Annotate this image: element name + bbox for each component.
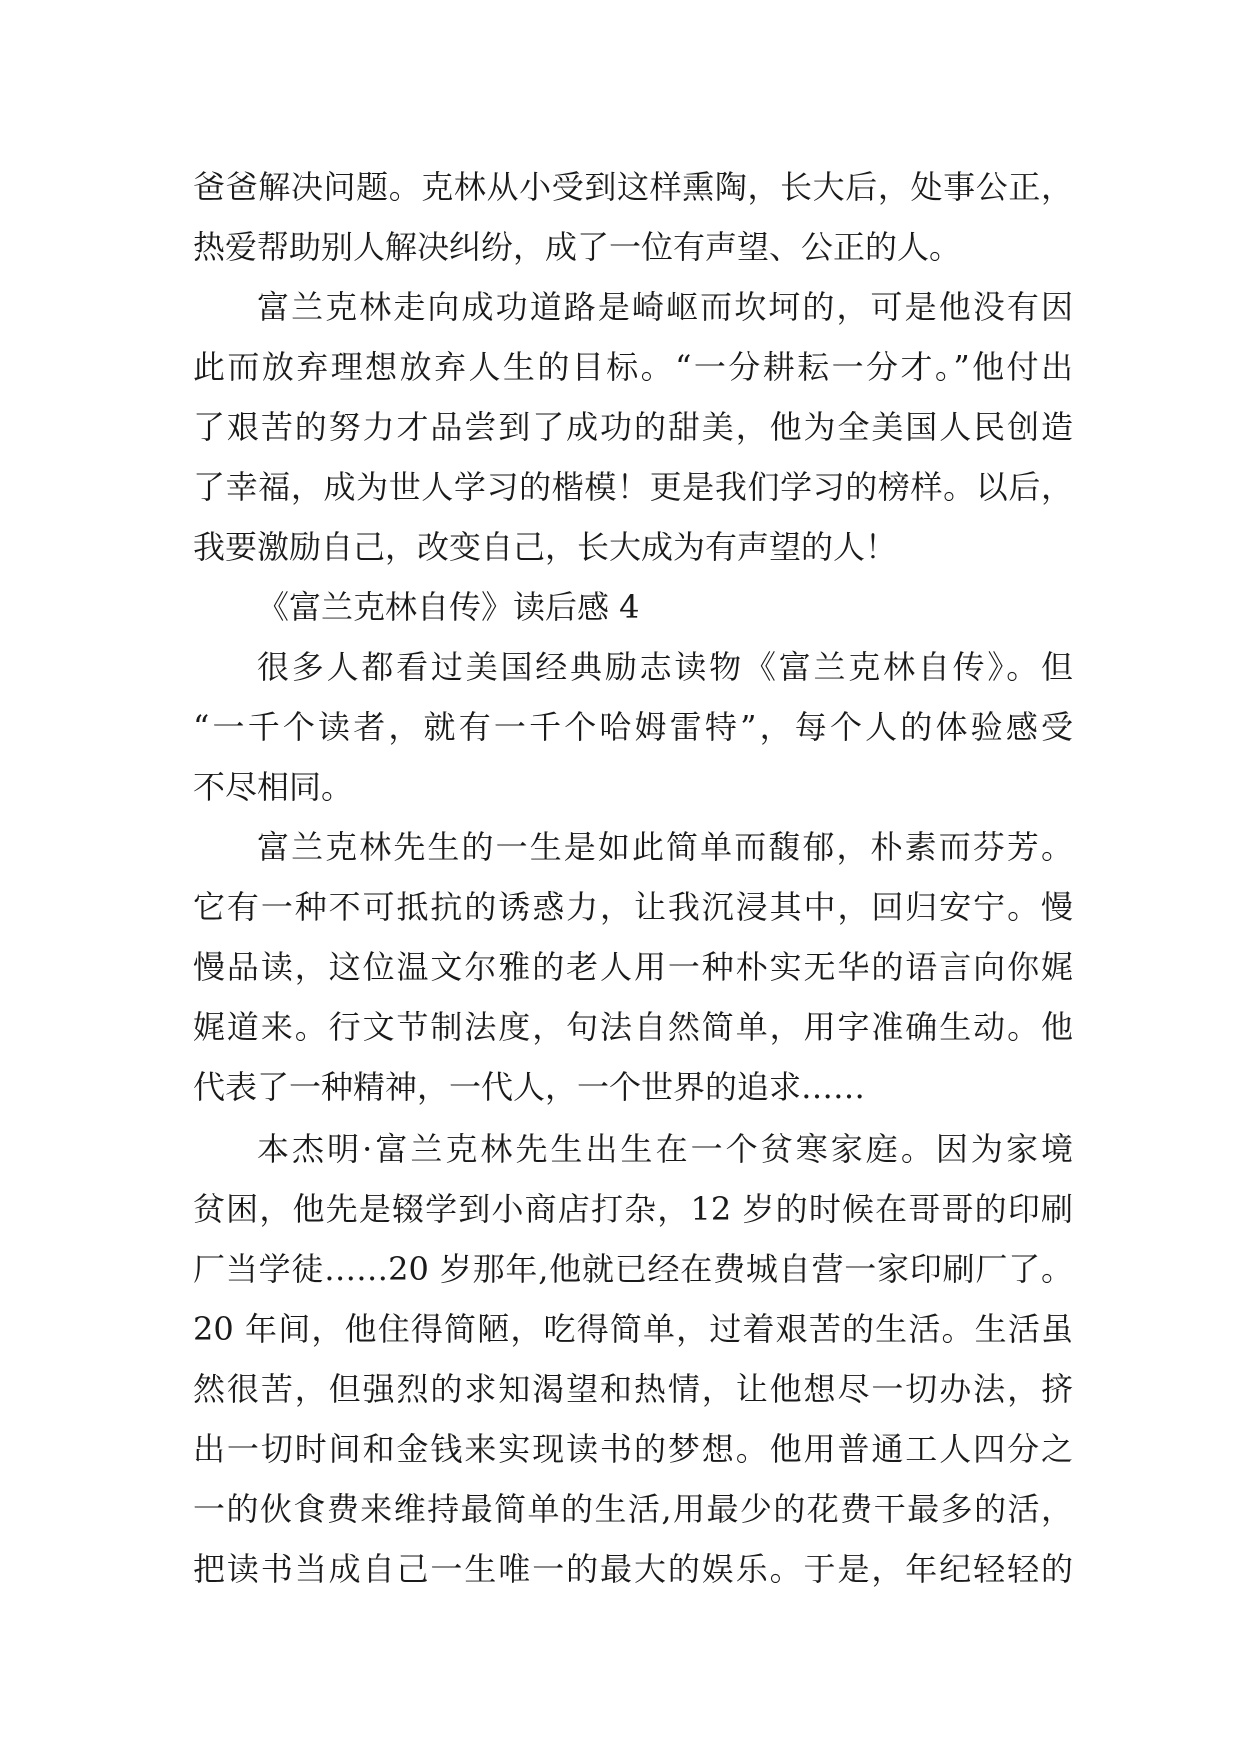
text-line: 爸爸解决问题。克林从小受到这样熏陶，长大后，处事公正，: [193, 168, 1073, 206]
text-line: 富兰克林走向成功道路是崎岖而坎坷的，可是他没有因: [257, 288, 1073, 326]
text-line: 很多人都看过美国经典励志读物《富兰克林自传》。但: [257, 648, 1073, 686]
text-line: 本杰明·富兰克林先生出生在一个贫寒家庭。因为家境: [257, 1130, 1073, 1168]
text-line: 富兰克林先生的一生是如此简单而馥郁，朴素而芬芳。: [257, 828, 1073, 866]
text-line: 贫困，他先是辍学到小商店打杂，12 岁的时候在哥哥的印刷: [193, 1190, 1073, 1228]
text-line: 它有一种不可抵抗的诱惑力，让我沉浸其中，回归安宁。慢: [193, 888, 1073, 926]
text-line: 了幸福，成为世人学习的楷模！更是我们学习的榜样。以后，: [193, 468, 1073, 506]
text-line: 代表了一种精神，一代人，一个世界的追求……: [193, 1068, 866, 1106]
text-line: 一的伙食费来维持最简单的生活,用最少的花费干最多的活，: [193, 1490, 1073, 1528]
text-line: 我要激励自己，改变自己，长大成为有声望的人！: [193, 528, 898, 566]
section-heading: 《富兰克林自传》读后感 4: [257, 588, 640, 626]
text-line: 不尽相同。: [193, 768, 354, 806]
text-line: 厂当学徒……20 岁那年,他就已经在费城自营一家印刷厂了。: [193, 1250, 1073, 1288]
text-line: 了艰苦的努力才品尝到了成功的甜美，他为全美国人民创造: [193, 408, 1073, 446]
text-line: 此而放弃理想放弃人生的目标。“一分耕耘一分才。”他付出: [193, 348, 1073, 386]
text-line: 娓道来。行文节制法度，句法自然简单，用字准确生动。他: [193, 1008, 1073, 1046]
text-line: “一千个读者，就有一千个哈姆雷特”，每个人的体验感受: [193, 708, 1073, 746]
text-line: 然很苦，但强烈的求知渴望和热情，让他想尽一切办法，挤: [193, 1370, 1073, 1408]
text-line: 20 年间，他住得简陋，吃得简单，过着艰苦的生活。生活虽: [193, 1310, 1073, 1348]
text-line: 慢品读，这位温文尔雅的老人用一种朴实无华的语言向你娓: [193, 948, 1073, 986]
text-line: 把读书当成自己一生唯一的最大的娱乐。于是，年纪轻轻的: [193, 1550, 1073, 1588]
text-line: 热爱帮助别人解决纠纷，成了一位有声望、公正的人。: [193, 228, 962, 266]
text-line: 出一切时间和金钱来实现读书的梦想。他用普通工人四分之: [193, 1430, 1073, 1468]
